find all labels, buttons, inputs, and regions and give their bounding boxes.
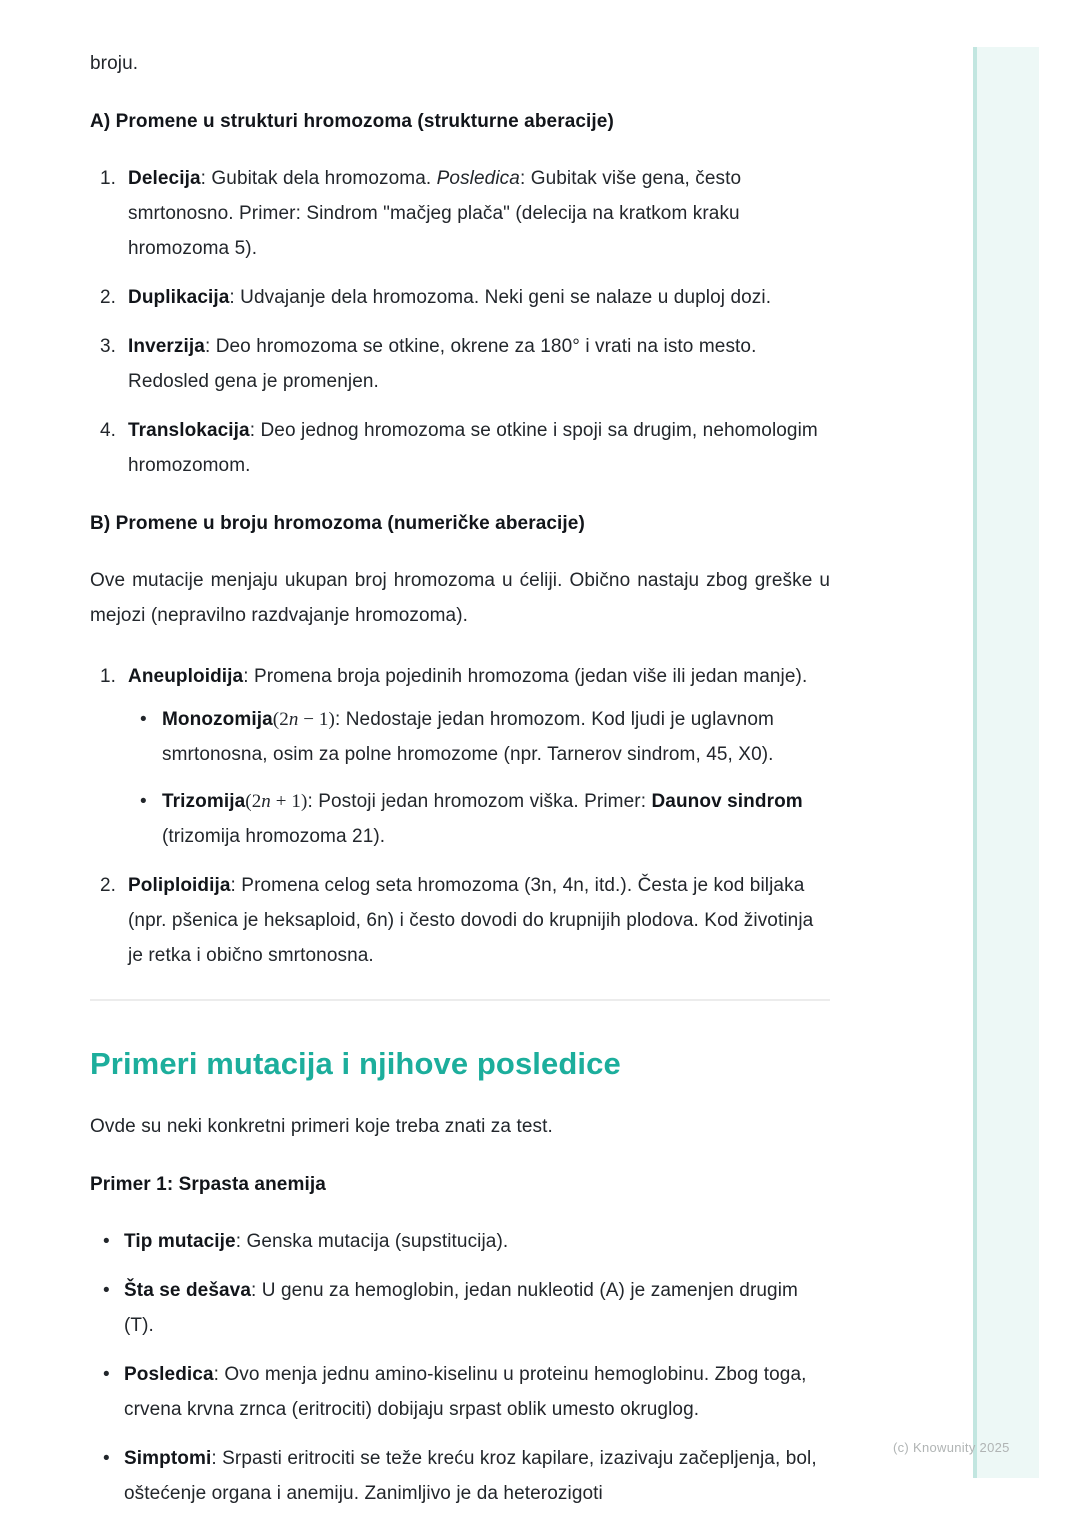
list-item-term: Šta se dešava	[124, 1280, 251, 1301]
math-expression	[245, 791, 307, 812]
list-item-text-continued: : Gubitak više gena, često smrtonosno. Primer: Sindrom "mačjeg plača" (delecija na kratkom kraku hromozoma 5).	[128, 168, 742, 259]
math-open: (2	[245, 791, 262, 812]
math-close: − 1)	[298, 709, 335, 730]
list-item	[128, 702, 830, 772]
list-item-term: Inverzija	[128, 336, 205, 357]
list-item	[90, 1441, 830, 1511]
list-item-text: : Ovo menja jednu amino-kiselinu u proteinu hemoglobinu. Zbog toga, crvena krvna zrnca (eritrociti) dobijaju srpast oblik umesto okruglog.	[124, 1364, 807, 1420]
math-open: (2	[272, 709, 289, 730]
lead-paragraph: broju.	[90, 53, 139, 74]
heading-section-b: B) Promene u broju hromozoma (numeričke aberacije)	[90, 513, 585, 534]
list-item-term: Aneuploidija	[128, 666, 244, 687]
list-item	[90, 413, 830, 483]
list-item-text: : U genu za hemoglobin, jedan nukleotid (A) je zamenjen drugim (T).	[124, 1280, 798, 1336]
list-item-emphasis: Posledica	[436, 168, 520, 189]
section-divider	[90, 999, 830, 1001]
list-item-text: : Deo jednog hromozoma se otkine i spoji sa drugim, nehomologim hromozomom.	[128, 420, 818, 476]
list-item-text: : Promena celog seta hromozoma (3n, 4n, itd.). Česta je kod biljaka (npr. pšenica je heksaploid, 6n) i često dovodi do krupnijih plodova. Kod životinja je retka i obično smrtonosna.	[128, 875, 814, 966]
structural-aberrations-list	[90, 161, 830, 483]
list-item	[90, 1273, 830, 1343]
list-item-text: : Srpasti eritrociti se teže kreću kroz kapilare, izazivaju začepljenja, bol, oštećenje organa i anemiju. Zanimljivo je da heterozigoti	[124, 1448, 817, 1504]
sublist-item-text-continued: (trizomija hromozoma 21).	[162, 826, 386, 847]
list-item-text: : Promena broja pojedinih hromozoma (jedan više ili jedan manje).	[243, 666, 808, 687]
math-variable: n	[261, 791, 271, 812]
math-variable: n	[288, 709, 299, 730]
list-item	[90, 868, 830, 973]
list-item-term: Translokacija	[128, 420, 250, 441]
list-item-term: Simptomi	[124, 1448, 212, 1469]
list-item	[128, 784, 830, 854]
list-item	[90, 280, 830, 315]
examples-intro-paragraph: Ovde su neki konkretni primeri koje treba znati za test.	[90, 1116, 553, 1137]
list-item-text: : Genska mutacija (supstitucija).	[235, 1231, 509, 1252]
section-b-intro-paragraph: Ove mutacije menjaju ukupan broj hromozoma u ćeliji. Obično nastaju zbog greške u mejozi (nepravilno razdvajanje hromozoma).	[90, 570, 830, 626]
copyright-watermark: (c) Knowunity 2025	[893, 1440, 1010, 1455]
math-expression	[273, 709, 335, 730]
sublist-item-text: : Postoji jedan hromozom viška. Primer:	[307, 791, 652, 812]
sublist-item-text: : Nedostaje jedan hromozom. Kod ljudi je uglavnom smrtonosna, osim za polne hromozome (npr. Tarnerov sindrom, 45, X0).	[162, 709, 774, 765]
math-close: + 1)	[270, 791, 308, 812]
sublist-item-term: Trizomija	[162, 791, 246, 812]
heading-example-1: Primer 1: Srpasta anemija	[90, 1174, 326, 1195]
page-title: Primeri mutacija i njihove posledice	[90, 1046, 621, 1081]
list-item-text: : Udvajanje dela hromozoma. Neki geni se nalaze u duploj dozi.	[229, 287, 772, 308]
list-item	[90, 1224, 830, 1259]
sublist-item-term-secondary: Daunov sindrom	[651, 791, 803, 812]
list-item-text: : Deo hromozoma se otkine, okrene za 180° i vrati na isto mesto. Redosled gena je promenjen.	[128, 336, 757, 392]
list-item-term: Tip mutacije	[124, 1231, 236, 1252]
sublist-item-term: Monozomija	[162, 709, 273, 730]
list-item	[90, 161, 830, 266]
list-item-text: : Gubitak dela hromozoma.	[200, 168, 437, 189]
heading-section-a: A) Promene u strukturi hromozoma (strukturne aberacije)	[90, 111, 614, 132]
content-column	[90, 46, 830, 1511]
aneuploidy-sublist	[128, 702, 830, 854]
list-item-term: Duplikacija	[128, 287, 230, 308]
list-item-term: Delecija	[128, 168, 201, 189]
list-item	[90, 659, 830, 854]
list-item-term: Posledica	[124, 1364, 214, 1385]
example-1-bullet-list	[90, 1224, 830, 1511]
list-item-term: Poliploidija	[128, 875, 231, 896]
list-item	[90, 1357, 830, 1427]
list-item	[90, 329, 830, 399]
numerical-aberrations-list	[90, 659, 830, 973]
